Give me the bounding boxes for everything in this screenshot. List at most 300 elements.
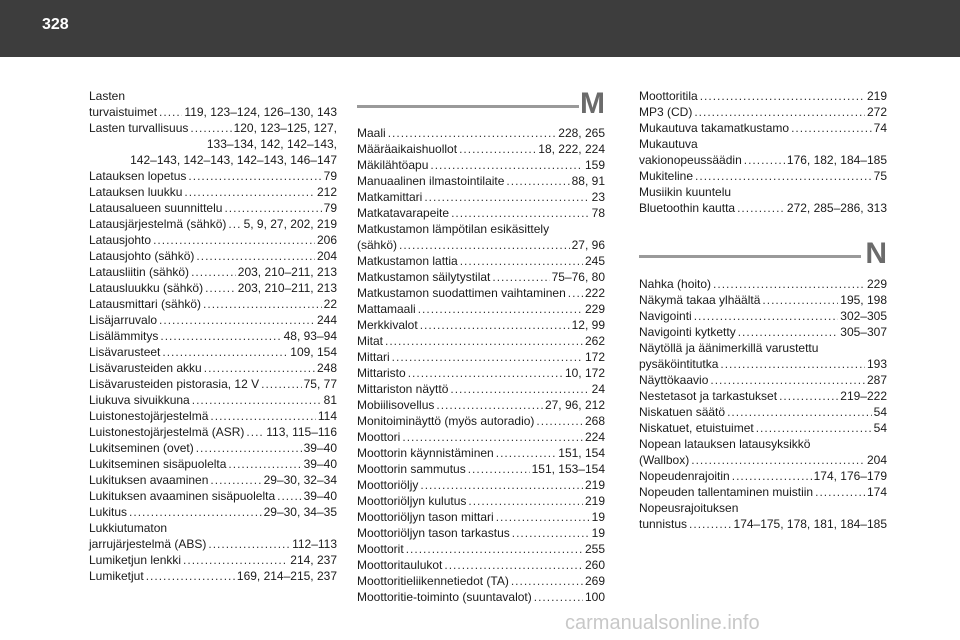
index-entry-pages: 219 — [584, 494, 605, 508]
index-entry-term: Matkustamon lattia — [357, 254, 458, 268]
index-entry — [357, 237, 605, 253]
index-entry-pages: 224 — [584, 430, 605, 444]
index-entry-pages: 113, 115–116 — [266, 425, 337, 439]
index-entry-term: (Wallbox) — [639, 453, 690, 467]
index-entry — [357, 349, 605, 365]
index-entry — [89, 200, 337, 216]
index-entry-pages: 79 — [323, 201, 337, 215]
index-entry — [357, 413, 605, 429]
index-entry-term: Mobiilisovellus — [357, 398, 435, 412]
leader-dots — [732, 468, 812, 484]
index-entry-pages: 75–76, 80 — [551, 270, 605, 284]
index-column-n — [639, 88, 887, 532]
index-entry-pages: 219 — [866, 89, 887, 103]
index-entry-pages: 302–305 — [840, 309, 887, 323]
leader-dots — [738, 324, 839, 340]
leader-dots — [159, 312, 315, 328]
index-entry — [639, 120, 887, 136]
index-entry-term: Luistonestojärjestelmä (ASR) — [89, 425, 245, 439]
index-entry — [357, 461, 605, 477]
index-entry-term: Latauksen luukku — [89, 185, 183, 199]
leader-dots — [492, 269, 549, 285]
leader-dots — [536, 413, 583, 429]
index-entry — [357, 429, 605, 445]
index-entry-pages: 222 — [584, 286, 605, 300]
section-rule — [357, 105, 579, 108]
leader-dots — [791, 120, 872, 136]
leader-dots — [205, 280, 236, 296]
index-entry — [639, 308, 887, 324]
index-entry-heading: Nopean latauksen latausyksikkö — [639, 437, 811, 451]
index-entry-pages: 39–40 — [303, 489, 337, 503]
index-entry-term: Latausjärjestelmä (sähkö) — [89, 217, 227, 231]
section-m-entries — [357, 125, 605, 605]
leader-dots — [460, 253, 583, 269]
index-entry-pages: 245 — [584, 254, 605, 268]
index-entry — [89, 120, 337, 168]
leader-dots — [210, 472, 261, 488]
index-entry-pages: 79 — [323, 169, 337, 183]
index-entry-pages: 151, 153–154 — [531, 462, 605, 476]
index-entry — [639, 484, 887, 500]
leader-dots — [436, 397, 543, 413]
section-m-continued-entries — [639, 88, 887, 216]
index-entry-pages: 204 — [866, 453, 887, 467]
index-entry-pages: 29–30, 34–35 — [263, 505, 337, 519]
index-entry — [639, 168, 887, 184]
index-entry — [357, 205, 605, 221]
leader-dots — [228, 456, 301, 472]
leader-dots — [153, 232, 315, 248]
index-entry-term: Niskatuen säätö — [639, 405, 726, 419]
index-entry-pages: 23 — [591, 190, 605, 204]
index-entry-term: Moottoritaulukot — [357, 558, 443, 572]
leader-dots — [420, 477, 583, 493]
leader-dots — [689, 516, 731, 532]
index-entry-pages: 112–113 — [292, 537, 337, 551]
index-entry — [89, 312, 337, 328]
leader-dots — [779, 388, 838, 404]
index-entry — [639, 404, 887, 420]
index-entry-pages: 206 — [316, 233, 337, 247]
leader-dots — [246, 424, 264, 440]
index-entry — [89, 552, 337, 568]
index-entry — [357, 525, 605, 541]
leader-dots — [146, 568, 235, 584]
index-entry-pages: 229 — [866, 277, 887, 291]
index-entry-term: Moottoritila — [639, 89, 698, 103]
index-entry-term: Mattamaali — [357, 302, 416, 316]
index-entry-pages: 27, 96 — [571, 238, 605, 252]
leader-dots — [402, 429, 583, 445]
leader-dots — [744, 152, 785, 168]
index-entry-heading: Matkustamon lämpötilan esikäsittely — [357, 222, 550, 236]
index-entry — [357, 173, 605, 189]
index-entry-pages: 195, 198 — [840, 293, 887, 307]
index-entry — [89, 440, 337, 456]
leader-dots — [468, 493, 583, 509]
leader-dots — [450, 381, 589, 397]
index-entry — [89, 568, 337, 584]
index-entry-term: Näkymä takaa ylhäältä — [639, 293, 761, 307]
index-entry — [639, 372, 887, 388]
leader-dots — [129, 504, 262, 520]
index-entry — [357, 253, 605, 269]
index-entry-pages: 203, 210–211, 213 — [237, 281, 337, 295]
index-entry — [89, 264, 337, 280]
index-entry-heading: Mukautuva — [639, 137, 698, 151]
index-entry-pages: 272, 285–286, 313 — [786, 201, 887, 215]
index-entry — [357, 301, 605, 317]
leader-dots — [160, 328, 281, 344]
index-entry-pages: 174–175, 178, 181, 184–185 — [733, 517, 887, 531]
index-entry-term: Niskatuet, etuistuimet — [639, 421, 754, 435]
index-entry-term: Latausjohto (sähkö) — [89, 249, 195, 263]
index-entry-pages: 12, 99 — [571, 318, 605, 332]
leader-dots — [203, 296, 322, 312]
index-entry-term: Mukiteline — [639, 169, 694, 183]
index-entry-term: Lasten turvallisuus — [89, 121, 189, 135]
index-entry — [639, 340, 887, 356]
index-entry-pages: 78 — [591, 206, 605, 220]
index-entry — [357, 541, 605, 557]
leader-dots — [468, 461, 530, 477]
index-entry-heading: Musiikin kuuntelu — [639, 185, 732, 199]
index-entry-pages: 229 — [584, 302, 605, 316]
index-entry-pages: 203, 210–211, 213 — [237, 265, 337, 279]
index-entry — [357, 365, 605, 381]
index-entry — [357, 189, 605, 205]
leader-dots — [756, 420, 872, 436]
index-entry — [357, 557, 605, 573]
index-entry-term: Moottorit — [357, 542, 404, 556]
leader-dots — [727, 404, 872, 420]
index-entry-pages: 81 — [323, 393, 337, 407]
leader-dots — [204, 360, 315, 376]
index-entry-pages: 176, 182, 184–185 — [786, 153, 887, 167]
index-entry-pages: 75 — [873, 169, 887, 183]
index-entry-pages: 75, 77 — [303, 377, 337, 391]
index-entry-pages: 39–40 — [303, 457, 337, 471]
index-entry — [89, 88, 337, 104]
index-entry-term: Liukuva sivuikkuna — [89, 393, 190, 407]
index-entry — [89, 104, 337, 120]
leader-dots — [691, 452, 865, 468]
leader-dots — [261, 376, 302, 392]
index-entry-pages: 39–40 — [303, 441, 337, 455]
index-entry — [639, 184, 887, 200]
leader-dots — [444, 557, 583, 573]
index-entry-pages: 18, 222, 224 — [538, 142, 605, 156]
index-entry-term: Lukitseminen sisäpuolelta — [89, 457, 227, 471]
index-entry — [639, 88, 887, 104]
index-entry — [357, 269, 605, 285]
index-entry-term: Lukituksen avaaminen — [89, 473, 209, 487]
index-entry — [89, 296, 337, 312]
index-entry — [639, 200, 887, 216]
index-entry-term: Lisäjarruvalo — [89, 313, 158, 327]
index-entry-pages: 109, 154 — [290, 345, 337, 359]
leader-dots — [534, 589, 583, 605]
index-entry-term: Navigointi kytketty — [639, 325, 736, 339]
index-entry-term: Monitoiminäyttö (myös autoradio) — [357, 414, 535, 428]
index-entry — [639, 152, 887, 168]
section-header-n — [639, 236, 887, 272]
index-entry-pages: 119, 123–124, 126–130, 143 — [184, 105, 337, 119]
index-entry-pages: 219–222 — [840, 389, 887, 403]
leader-dots — [430, 157, 583, 173]
leader-dots — [700, 88, 865, 104]
index-entry-pages: 272 — [866, 105, 887, 119]
index-entry-term: Nahka (hoito) — [639, 277, 712, 291]
index-entry-term: Navigointi — [639, 309, 692, 323]
index-entry — [89, 376, 337, 392]
index-entry-term: Nestetasot ja tarkastukset — [639, 389, 778, 403]
index-entry-term: Mittariston näyttö — [357, 382, 449, 396]
leader-dots — [511, 573, 583, 589]
section-header-m — [357, 86, 605, 122]
leader-dots — [210, 408, 315, 424]
index-entry — [89, 280, 337, 296]
index-entry-pages-continued: 142–143, 142–143, 142–143, 146–147 — [130, 153, 337, 167]
index-entry-term: Matkustamon säilytystilat — [357, 270, 491, 284]
index-entry-term: Mittari — [357, 350, 390, 364]
leader-dots — [695, 168, 872, 184]
index-entry-heading: Lasten — [89, 89, 126, 103]
leader-dots — [228, 216, 241, 232]
leader-dots — [159, 104, 182, 120]
index-entry-term: Lisävarusteiden akku — [89, 361, 202, 375]
section-n-entries — [639, 276, 887, 532]
index-entry-term: vakionopeussäädin — [639, 153, 742, 167]
index-entry — [89, 232, 337, 248]
index-entry-term: Latausliitin (sähkö) — [89, 265, 190, 279]
index-entry-pages: 120, 123–125, 127, — [233, 121, 337, 135]
index-entry — [639, 452, 887, 468]
index-entry-term: Lisälämmitys — [89, 329, 159, 343]
index-entry-pages: 174, 176–179 — [813, 469, 887, 483]
index-entry — [357, 221, 605, 237]
section-letter-m: M — [580, 87, 605, 120]
index-entry-pages: 114 — [317, 409, 337, 423]
page-header-bar — [0, 0, 960, 57]
index-entry-term: turvaistuimet — [89, 105, 158, 119]
leader-dots — [192, 392, 322, 408]
leader-dots — [424, 189, 589, 205]
index-entry-pages: 268 — [584, 414, 605, 428]
index-entry — [89, 424, 337, 440]
index-entry-heading: Nopeusrajoituksen — [639, 501, 739, 515]
index-entry-pages: 255 — [584, 542, 605, 556]
index-entry — [89, 488, 337, 504]
index-entry-pages: 174 — [866, 485, 887, 499]
index-column-m — [357, 86, 605, 605]
index-entry — [357, 397, 605, 413]
index-entry-term: Matkustamon suodattimen vaihtaminen — [357, 286, 566, 300]
index-entry-term: Bluetoothin kautta — [639, 201, 736, 215]
leader-dots — [162, 344, 288, 360]
index-entry — [89, 536, 337, 552]
index-entry-pages: 305–307 — [840, 325, 887, 339]
index-entry — [89, 456, 337, 472]
index-entry-term: Merkkivalot — [357, 318, 418, 332]
leader-dots — [392, 349, 583, 365]
index-column-l — [89, 88, 337, 584]
index-entry-pages: 22 — [323, 297, 337, 311]
index-entry-term: pysäköintitutka — [639, 357, 719, 371]
index-entry — [357, 141, 605, 157]
leader-dots — [451, 205, 590, 221]
index-entry-pages: 10, 172 — [564, 366, 605, 380]
index-entry — [639, 420, 887, 436]
index-entry-term: Moottorin sammutus — [357, 462, 466, 476]
index-entry-pages: 54 — [873, 405, 887, 419]
index-entry — [89, 504, 337, 520]
index-entry-term: Mukautuva takamatkustamo — [639, 121, 790, 135]
index-entry — [639, 468, 887, 484]
index-entry-term: Näyttökaavio — [639, 373, 709, 387]
index-entry-pages: 27, 96, 212 — [544, 398, 605, 412]
index-entry — [639, 104, 887, 120]
index-entry-term: Latausmittari (sähkö) — [89, 297, 202, 311]
index-entry-term: Mäkilähtöapu — [357, 158, 429, 172]
index-entry — [89, 408, 337, 424]
index-entry-term: Lumiketjut — [89, 569, 144, 583]
leader-dots — [406, 541, 583, 557]
index-entry-term: Moottoriöljyn kulutus — [357, 494, 467, 508]
index-entry-pages: 262 — [584, 334, 605, 348]
index-entry — [357, 509, 605, 525]
index-entry — [357, 493, 605, 509]
leader-dots — [496, 509, 590, 525]
leader-dots — [277, 488, 302, 504]
index-entry — [89, 392, 337, 408]
index-entry-term: Mitat — [357, 334, 384, 348]
index-entry-pages: 74 — [873, 121, 887, 135]
leader-dots — [815, 484, 865, 500]
index-entry-term: Lukitseminen (ovet) — [89, 441, 194, 455]
leader-dots — [737, 200, 785, 216]
index-entry-pages: 151, 154 — [558, 446, 605, 460]
index-entry-pages: 287 — [866, 373, 887, 387]
index-entry-pages: 169, 214–215, 237 — [236, 569, 337, 583]
index-entry-pages: 260 — [584, 558, 605, 572]
index-entry — [357, 573, 605, 589]
index-entry-term: Mittaristo — [357, 366, 406, 380]
index-entry-term: Latauksen lopetus — [89, 169, 187, 183]
leader-dots — [191, 264, 236, 280]
index-entry-pages: 269 — [584, 574, 605, 588]
index-entry-term: Lisävarusteiden pistorasia, 12 V — [89, 377, 260, 391]
index-entry-term: Moottoriöljyn tason tarkastus — [357, 526, 510, 540]
index-entry-term: Latausluukku (sähkö) — [89, 281, 204, 295]
index-entry-term: Moottoriöljyn tason mittari — [357, 510, 494, 524]
index-entry — [639, 516, 887, 532]
index-entry-pages: 29–30, 32–34 — [263, 473, 337, 487]
index-entry-pages: 248 — [316, 361, 337, 375]
index-entry-pages: 24 — [591, 382, 605, 396]
index-entry-pages: 88, 91 — [571, 174, 605, 188]
index-entry — [89, 328, 337, 344]
leader-dots — [506, 173, 569, 189]
leader-dots — [388, 125, 557, 141]
index-entry-pages: 54 — [873, 421, 887, 435]
index-entry-term: Moottoritieliikennetiedot (TA) — [357, 574, 509, 588]
index-entry-term: Moottorin käynnistäminen — [357, 446, 494, 460]
index-entry — [357, 317, 605, 333]
index-entry-pages: 214, 237 — [290, 553, 337, 567]
index-entry-pages: 19 — [591, 526, 605, 540]
index-entry-term: Maali — [357, 126, 386, 140]
index-entry — [89, 216, 337, 232]
index-entry-term: Lisävarusteet — [89, 345, 161, 359]
index-entry-pages: 212 — [316, 185, 337, 199]
leader-dots — [385, 333, 583, 349]
index-entry-pages: 193 — [866, 357, 887, 371]
index-entry-term: Moottoritie-toiminto (suuntavalot) — [357, 590, 532, 604]
leader-dots — [459, 141, 536, 157]
index-entry-pages: 48, 93–94 — [283, 329, 337, 343]
index-entry — [639, 356, 887, 372]
leader-dots — [420, 317, 570, 333]
index-entry-term: Lukitus — [89, 505, 128, 519]
leader-dots — [418, 301, 583, 317]
index-entry-pages-continued: 133–134, 142, 142–143, — [206, 137, 337, 151]
index-entry-term: Nopeudenrajoitin — [639, 469, 730, 483]
leader-dots — [496, 445, 557, 461]
index-entry-term: Moottori — [357, 430, 401, 444]
index-entry-pages: 219 — [584, 478, 605, 492]
leader-dots — [196, 440, 302, 456]
leader-dots — [408, 365, 563, 381]
leader-dots — [399, 237, 570, 253]
leader-dots — [694, 308, 839, 324]
leader-dots — [568, 285, 583, 301]
index-entry-term: Latausjohto — [89, 233, 152, 247]
watermark: carmanualsonline.info — [565, 612, 760, 634]
leader-dots — [713, 276, 865, 292]
index-entry — [357, 445, 605, 461]
leader-dots — [184, 184, 315, 200]
index-entry-pages: 244 — [316, 313, 337, 327]
index-entry-pages: 5, 9, 27, 202, 219 — [243, 217, 337, 231]
index-entry-term: jarrujärjestelmä (ABS) — [89, 537, 207, 551]
index-entry-term: Moottoriöljy — [357, 478, 419, 492]
leader-dots — [512, 525, 590, 541]
index-entry-heading: Näytöllä ja äänimerkillä varustettu — [639, 341, 819, 355]
index-entry — [357, 157, 605, 173]
index-entry — [639, 388, 887, 404]
index-entry — [89, 344, 337, 360]
leader-dots — [196, 248, 315, 264]
section-rule — [639, 255, 861, 258]
index-entry — [639, 276, 887, 292]
index-entry-pages: 204 — [316, 249, 337, 263]
index-entry-pages: 172 — [584, 350, 605, 364]
index-entry-pages: 100 — [584, 590, 605, 604]
leader-dots — [190, 120, 231, 136]
index-entry — [639, 292, 887, 308]
index-entry-term: Matkatavarapeite — [357, 206, 450, 220]
index-entry-heading: Lukkiutumaton — [89, 521, 168, 535]
index-entry-term: Manuaalinen ilmastointilaite — [357, 174, 505, 188]
leader-dots — [694, 104, 865, 120]
index-entry — [357, 333, 605, 349]
index-entry-term: Latausalueen suunnittelu — [89, 201, 223, 215]
index-entry-term: Matkamittari — [357, 190, 423, 204]
index-entry-pages: 159 — [584, 158, 605, 172]
index-entry — [639, 500, 887, 516]
